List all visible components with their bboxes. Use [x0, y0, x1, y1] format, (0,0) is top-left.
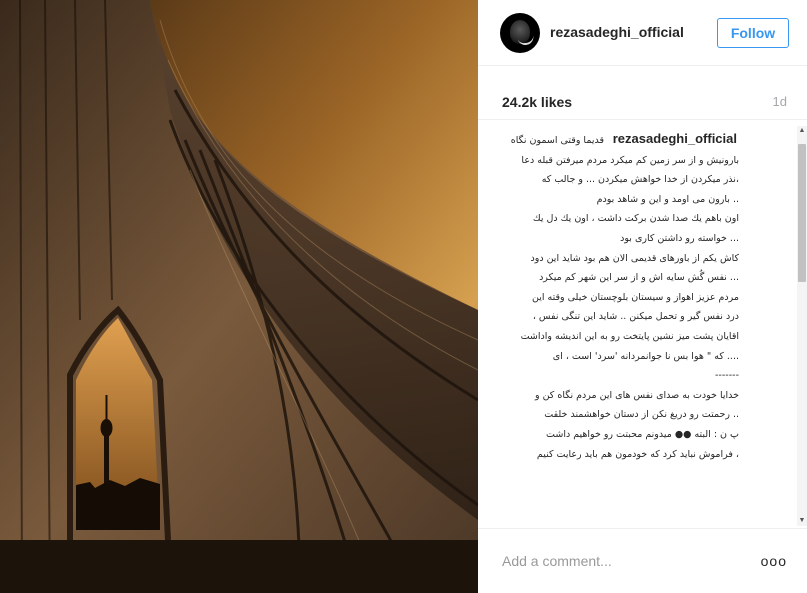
- caption-line: پ ن : البته ●● میدونم محبتت رو خواهیم داشت: [546, 428, 739, 440]
- caption-line: .. رحمتت رو دریغ نکن از دستان خواهشمند خلقت: [544, 409, 739, 421]
- caption-line: ... خواسته رو داشتن کاری بود: [620, 232, 739, 244]
- caption-line: قدیما وقتی اسمون نگاه: [510, 135, 604, 146]
- post-header: [478, 0, 807, 66]
- likes-row: [478, 80, 807, 120]
- caption-line: ،نذر میکردن از خدا خواهش میکردن ... و جالب که: [541, 174, 739, 186]
- post-side-panel: [478, 0, 807, 593]
- caption-line: ... نفس گُش سایه اش و از سر این شهر کم میکرد: [539, 272, 739, 284]
- username-link[interactable]: rezasadeghi_official: [550, 24, 684, 40]
- caption-line: -------: [715, 370, 739, 382]
- caption-text: [494, 131, 739, 464]
- caption-author-link[interactable]: rezasadeghi_official: [612, 131, 737, 146]
- caption-line: .... که " هوا بس نا جوانمردانه 'سرد' است ، ای: [552, 350, 739, 362]
- caption-scrollbar[interactable]: [797, 126, 807, 526]
- likes-count[interactable]: 24.2k likes: [502, 94, 573, 110]
- post-timestamp[interactable]: 1d: [772, 94, 787, 109]
- caption-line: کاش یکم از باورهای قدیمی الان هم بود شاید این دود: [530, 252, 739, 264]
- caption-line: اقایان پشت میز نشین پایتخت رو به این اندیشه واداشت: [520, 330, 739, 342]
- caption-line: .. بارون می اومد و این و شاهد بودم: [596, 193, 739, 205]
- avatar-signature: [517, 33, 535, 46]
- caption-line: درد نفس گیر و تحمل میکنن .. شاید این تنگی نفس ،: [532, 311, 739, 323]
- scroll-thumb[interactable]: [798, 144, 806, 282]
- scroll-up-arrow-icon[interactable]: ▲: [798, 127, 806, 134]
- scroll-down-arrow-icon[interactable]: ▼: [798, 517, 806, 524]
- comment-row: [478, 528, 807, 593]
- caption-line: ، فراموش نباید کرد که خودمون هم باید رعایت کنیم: [536, 448, 739, 460]
- follow-button[interactable]: Follow: [717, 18, 789, 48]
- avatar[interactable]: [500, 13, 540, 53]
- caption-line: بارونیش و از سر زمین کم میکرد مردم میرفتن قبله دعا: [521, 154, 739, 166]
- caption-line: خدایا خودت به صدای نفس های این مردم نگاه کن و: [534, 389, 739, 401]
- comment-input[interactable]: [502, 551, 742, 571]
- caption-line: اون باهم یك صدا شدن برکت داشت ، اون یك دل یك: [532, 213, 739, 225]
- caption-area: [478, 125, 807, 525]
- more-options-icon[interactable]: ooo: [760, 553, 787, 569]
- caption-line: مردم عزیز اهواز و سیستان بلوچستان خیلی وقته این: [532, 291, 739, 303]
